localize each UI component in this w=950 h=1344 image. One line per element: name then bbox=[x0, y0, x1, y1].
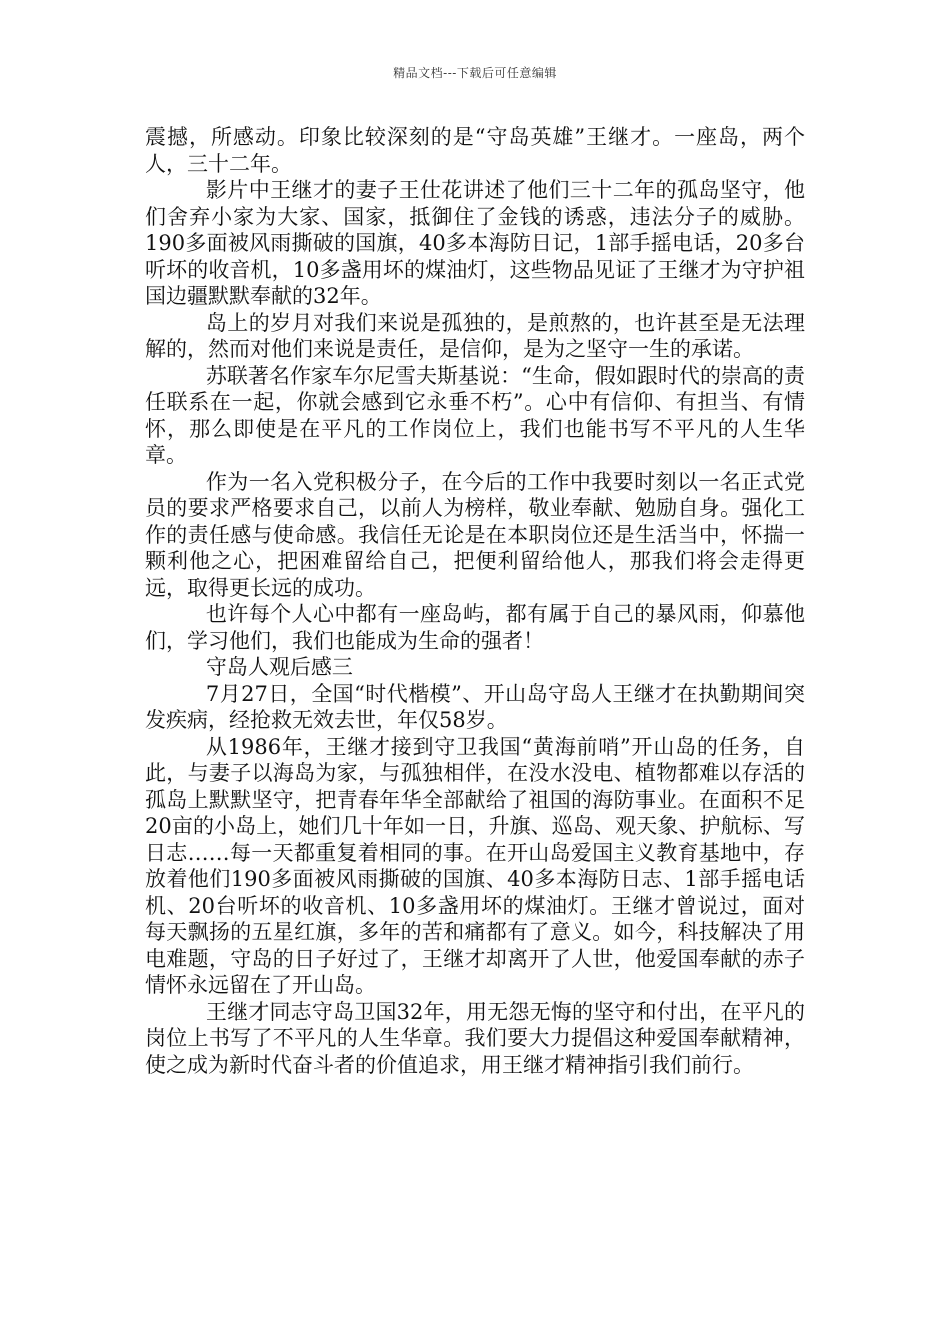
paragraph-9: 王继才同志守岛卫国32年，用无怨无悔的坚守和付出，在平凡的岗位上书写了不平凡的人生华章。我们要大力提倡这种爱国奉献精神，使之成为新时代奋斗者的价值追求，用王继才精神指引我们前行。 bbox=[145, 999, 805, 1077]
paragraph-1: 震撼，所感动。印象比较深刻的是“守岛英雄”王继才。一座岛，两个人，三十二年。 bbox=[145, 125, 805, 176]
paragraph-2: 影片中王继才的妻子王仕花讲述了他们三十二年的孤岛坚守，他们舍弃小家为大家、国家，抵御住了金钱的诱惑，违法分子的威胁。190多面被风雨撕破的国旗，40多本海防日记，1部手摇电话，20多台听坏的收音机，10多盏用坏的煤油灯，这些物品见证了王继才为守护祖国边疆默默奉献的32年。 bbox=[145, 178, 805, 308]
paragraph-7: 7月27日，全国“时代楷模”、开山岛守岛人王继才在执勤期间突发疾病，经抢救无效去世，年仅58岁。 bbox=[145, 681, 805, 732]
paragraph-6: 也许每个人心中都有一座岛屿，都有属于自己的暴风雨，仰慕他们，学习他们，我们也能成为生命的强者！ bbox=[145, 602, 805, 653]
document-body bbox=[145, 124, 805, 1078]
paragraph-8: 从1986年，王继才接到守卫我国“黄海前哨”开山岛的任务，自此，与妻子以海岛为家，与孤独相伴，在没水没电、植物都难以存活的孤岛上默默坚守，把青春年华全部献给了祖国的海防事业。在面积不足20亩的小岛上，她们几十年如一日，升旗、巡岛、观天象、护航标、写日志……每一天都重复着相同的事。在开山岛爱国主义教育基地中，存放着他们190多面被风雨撕破的国旗、40多本海防日志、1部手摇电话机、20台听坏的收音机、10多盏用坏的煤油灯。王继才曾说过，面对每天飘扬的五星红旗，多年的苦和痛都有了意义。如今，科技解决了用电难题，守岛的日子好过了，王继才却离开了人世，他爱国奉献的赤子情怀永远留在了开山岛。 bbox=[145, 734, 805, 997]
paragraph-5: 作为一名入党积极分子，在今后的工作中我要时刻以一名正式党员的要求严格要求自己，以前人为榜样，敬业奉献、勉励自身。强化工作的责任感与使命感。我信任无论是在本职岗位还是生活当中，怀揣一颗利他之心，把困难留给自己，把便利留给他人，那我们将会走得更远，取得更长远的成功。 bbox=[145, 469, 805, 600]
page-header: 精品文档---下载后可任意编辑 bbox=[393, 66, 557, 80]
section-heading: 守岛人观后感三 bbox=[205, 655, 353, 679]
paragraph-3: 岛上的岁月对我们来说是孤独的，是煎熬的，也许甚至是无法理解的，然而对他们来说是责任，是信仰，是为之坚守一生的承诺。 bbox=[145, 310, 805, 361]
paragraph-4: 苏联著名作家车尔尼雪夫斯基说：“生命，假如跟时代的崇高的责任联系在一起，你就会感到它永垂不朽”。心中有信仰、有担当、有情怀，那么即使是在平凡的工作岗位上，我们也能书写不平凡的人生华章。 bbox=[145, 363, 805, 467]
